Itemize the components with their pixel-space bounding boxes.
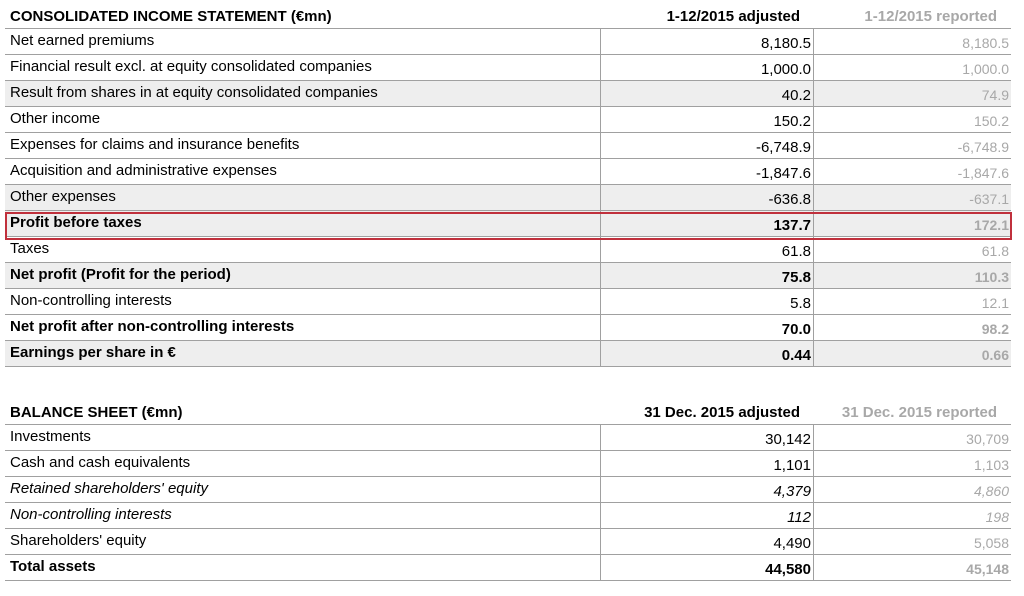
adjusted-value: 70.0 <box>781 321 811 338</box>
row-label: Other income <box>10 110 101 127</box>
row-label: Profit before taxes <box>10 214 142 231</box>
reported-value: 1,103 <box>973 457 1009 473</box>
table-row <box>5 159 1011 185</box>
reported-value: 8,180.5 <box>962 35 1009 51</box>
reported-value: 1,000.0 <box>962 61 1009 77</box>
row-label: Net profit (Profit for the period) <box>10 266 231 283</box>
reported-value: -6,748.9 <box>957 139 1009 155</box>
adjusted-value: -636.8 <box>768 191 811 208</box>
reported-value: 110.3 <box>974 269 1009 285</box>
table-row <box>5 289 1011 315</box>
balance-sheet-rows <box>5 424 1011 581</box>
adjusted-value: 44,580 <box>765 561 811 578</box>
balance-sheet-header <box>5 400 1011 424</box>
row-label: Expenses for claims and insurance benefits <box>10 136 300 153</box>
row-label: Non-controlling interests <box>10 506 172 523</box>
table-row <box>5 263 1011 289</box>
table-row <box>5 133 1011 159</box>
adjusted-value: 5.8 <box>790 295 811 312</box>
column-header-adjusted: 31 Dec. 2015 adjusted <box>644 404 800 421</box>
table-row <box>5 555 1011 581</box>
table-row <box>5 341 1011 367</box>
table-row <box>5 237 1011 263</box>
reported-value: 12.1 <box>981 295 1009 311</box>
adjusted-value: 150.2 <box>773 113 811 130</box>
table-row <box>5 503 1011 529</box>
reported-value: 30,709 <box>966 431 1009 447</box>
reported-value: 98.2 <box>981 321 1009 337</box>
adjusted-value: 0.44 <box>781 347 811 364</box>
adjusted-value: 1,101 <box>773 457 811 474</box>
adjusted-value: 30,142 <box>765 431 811 448</box>
table-row <box>5 185 1011 211</box>
adjusted-value: 4,490 <box>773 535 811 552</box>
adjusted-value: 40.2 <box>781 87 811 104</box>
adjusted-value: 75.8 <box>781 269 811 286</box>
balance-sheet-title: BALANCE SHEET (€mn) <box>10 404 183 421</box>
table-row <box>5 55 1011 81</box>
adjusted-value: 4,379 <box>773 483 811 500</box>
row-label: Shareholders' equity <box>10 532 147 549</box>
reported-value: 198 <box>985 509 1009 525</box>
table-row <box>5 107 1011 133</box>
reported-value: 5,058 <box>973 535 1009 551</box>
row-label: Investments <box>10 428 91 445</box>
row-label: Taxes <box>10 240 50 257</box>
row-label: Net earned premiums <box>10 32 155 49</box>
column-header-adjusted: 1-12/2015 adjusted <box>666 8 800 25</box>
income-statement-title: CONSOLIDATED INCOME STATEMENT (€mn) <box>10 8 332 25</box>
income-statement-header <box>5 4 1011 28</box>
reported-value: 61.8 <box>981 243 1009 259</box>
row-label: Retained shareholders' equity <box>10 480 208 497</box>
table-row-profit-before-taxes <box>5 211 1011 237</box>
reported-value: 150.2 <box>973 113 1009 129</box>
row-label: Earnings per share in € <box>10 344 176 361</box>
reported-value: 45,148 <box>966 561 1009 577</box>
row-label: Financial result excl. at equity consolidated companies <box>10 58 372 75</box>
row-label: Total assets <box>10 558 96 575</box>
table-row <box>5 477 1011 503</box>
table-row <box>5 81 1011 107</box>
adjusted-value: 137.7 <box>773 217 811 234</box>
reported-value: 74.9 <box>981 87 1009 103</box>
row-label: Acquisition and administrative expenses <box>10 162 277 179</box>
table-row <box>5 451 1011 477</box>
adjusted-value: 112 <box>787 509 811 526</box>
row-label: Result from shares in at equity consolidated companies <box>10 84 378 101</box>
column-header-reported: 31 Dec. 2015 reported <box>841 404 997 421</box>
adjusted-value: -1,847.6 <box>755 165 811 182</box>
table-row <box>5 315 1011 341</box>
reported-value: -637.1 <box>969 191 1009 207</box>
reported-value: -1,847.6 <box>957 165 1009 181</box>
reported-value: 0.66 <box>981 347 1009 363</box>
adjusted-value: 1,000.0 <box>760 61 811 78</box>
row-label: Other expenses <box>10 188 116 205</box>
adjusted-value: 8,180.5 <box>760 35 811 52</box>
column-header-reported: 1-12/2015 reported <box>864 8 997 25</box>
balance-sheet-table <box>5 400 1011 581</box>
row-label: Non-controlling interests <box>10 292 172 309</box>
adjusted-value: -6,748.9 <box>755 139 811 156</box>
adjusted-value: 61.8 <box>781 243 811 260</box>
income-statement-table <box>5 4 1011 367</box>
table-row <box>5 29 1011 55</box>
reported-value: 4,860 <box>973 483 1009 499</box>
reported-value: 172.1 <box>973 217 1009 233</box>
row-label: Net profit after non-controlling interests <box>10 318 295 335</box>
row-label: Cash and cash equivalents <box>10 454 191 471</box>
table-row <box>5 425 1011 451</box>
income-statement-rows <box>5 28 1011 367</box>
table-row <box>5 529 1011 555</box>
